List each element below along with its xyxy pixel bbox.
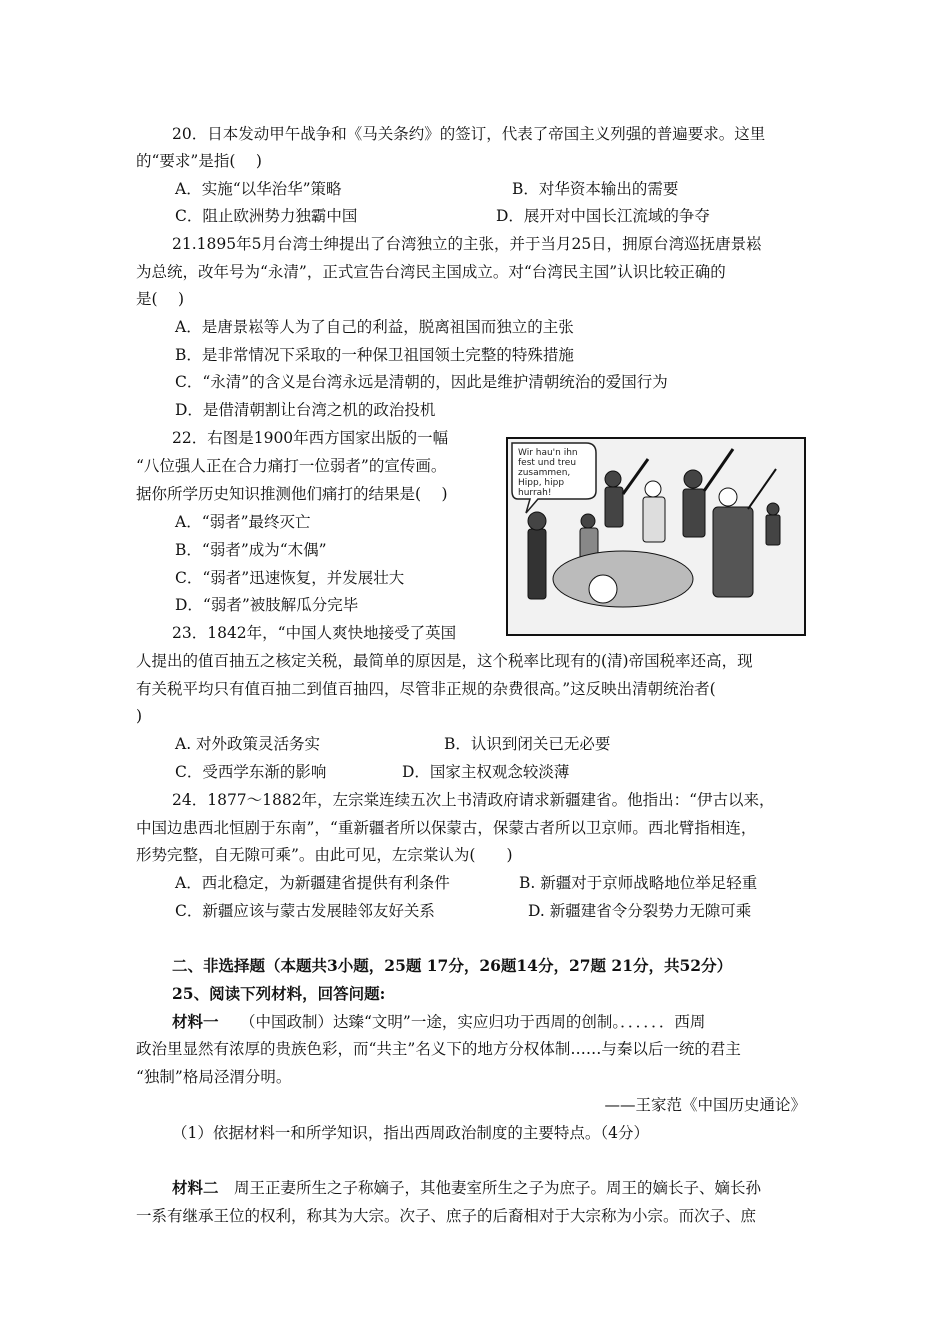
q22-option-d: D．“弱者”被肢解瓜分完毕 [175, 596, 359, 614]
section2-heading: 二、非选择题（本题共3小题，25题 17分，26题14分，27题 21分，共52分） [172, 956, 733, 975]
q22-stem-line3: 据你所学历史知识推测他们痛打的结果是( ) [136, 485, 448, 503]
q25-heading: 25、阅读下列材料，回答问题: [172, 984, 386, 1003]
q22-stem-line2: “八位强人正在合力痛打一位弱者”的宣传画。 [136, 457, 447, 475]
material2-line1: 周王正妻所生之子称嫡子，其他妻室所生之子为庶子。周王的嫡长子、嫡长孙 [234, 1179, 762, 1197]
q21-option-a: A．是唐景崧等人为了自己的利益，脱离祖国而独立的主张 [175, 318, 574, 336]
q23-option-a: A. 对外政策灵活务实 [175, 735, 321, 753]
q21-stem-line2: 为总统，改年号为“永清”，正式宣告台湾民主国成立。对“台湾民主国”认识比较正确的 [136, 263, 726, 281]
q23-option-d: D．国家主权观念较淡薄 [402, 763, 570, 781]
q20-option-b: B．对华资本输出的需要 [512, 180, 679, 198]
q20-option-a: A．实施“以华治华”策略 [175, 180, 342, 198]
material1-line1: （中国政制）达臻“文明”一途，实应归功于西周的创制。．．．．．．西周 [240, 1013, 706, 1031]
q22-option-b: B．“弱者”成为“木偶” [175, 541, 327, 559]
q20-option-c: C．阻止欧洲势力独霸中国 [175, 207, 358, 225]
balloon-line-4: Hipp, hipp [518, 478, 565, 488]
q21-option-c: C．“永清”的含义是台湾永远是清朝的，因此是维护清朝统治的爱国行为 [175, 373, 668, 391]
q24-stem-line3: 形势完整，自无隙可乘”。由此可见，左宗棠认为( ) [136, 846, 513, 864]
balloon-line-5: hurrah! [518, 488, 552, 498]
q23-stem-line2: 人提出的值百抽五之核定关税，最简单的原因是，这个税率比现有的(清)帝国税率还高，现 [136, 652, 753, 670]
material1-source: ——王家范《中国历史通论》 [604, 1096, 806, 1114]
q24-option-d: D. 新疆建省令分裂势力无隙可乘 [528, 902, 752, 920]
q20-stem-line2: 的“要求”是指( ) [136, 152, 262, 170]
q21-stem-line3: 是( ) [136, 290, 185, 308]
material1-line2: 政治里显然有浓厚的贵族色彩，而“共主”名义下的地方分权体制……与秦以后一统的君主 [136, 1040, 741, 1058]
q24-option-b: B. 新疆对于京师战略地位举足轻重 [519, 874, 758, 892]
material1-label: 材料一 [172, 1012, 219, 1031]
q23-stem-line4: ) [136, 707, 143, 725]
q24-option-c: C．新疆应该与蒙古发展睦邻友好关系 [175, 902, 435, 920]
q23-stem-line3: 有关税平均只有值百抽二到值百抽四，尽管非正规的杂费很高。”这反映出清朝统治者( [136, 680, 716, 698]
q24-stem-line1: 24．1877～1882年，左宗棠连续五次上书清政府请求新疆建省。他指出：“伊古以来， [172, 791, 775, 809]
q22-stem-line1: 22．右图是1900年西方国家出版的一幅 [172, 429, 449, 447]
balloon-line-1: Wir hau'n ihn [518, 448, 578, 458]
q23-stem-line1: 23．1842年，“中国人爽快地接受了英国 [172, 624, 457, 642]
material1-line3: “独制”格局泾渭分明。 [136, 1068, 292, 1086]
q23-option-b: B．认识到闭关已无必要 [444, 735, 611, 753]
q23-option-c: C．受西学东渐的影响 [175, 763, 327, 781]
q24-option-a: A．西北稳定，为新疆建省提供有利条件 [175, 874, 450, 892]
q22-option-a: A．“弱者”最终灭亡 [175, 513, 311, 531]
balloon-line-3: zusammen, [518, 468, 571, 478]
material2-line2: 一系有继承王位的权利，称其为大宗。次子、庶子的后裔相对于大宗称为小宗。而次子、庶 [136, 1207, 757, 1225]
material2-label: 材料二 [172, 1178, 219, 1197]
q21-option-d: D．是借清朝割让台湾之机的政治投机 [175, 401, 436, 419]
q25-subquestion-1: （1）依据材料一和所学知识，指出西周政治制度的主要特点。（4分） [172, 1124, 649, 1142]
q22-option-c: C．“弱者”迅速恢复，并发展壮大 [175, 569, 405, 587]
q20-stem-line1: 20．日本发动甲午战争和《马关条约》的签订，代表了帝国主义列强的普遍要求。这里 [172, 125, 766, 143]
boxer-cartoon-image [506, 437, 806, 636]
q21-stem-line1: 21.1895年5月台湾士绅提出了台湾独立的主张，并于当月25日，拥原台湾巡抚唐景崧 [172, 235, 762, 253]
q24-stem-line2: 中国边患西北恒剧于东南”，“重新疆者所以保蒙古，保蒙古者所以卫京师。西北臂指相连， [136, 819, 757, 837]
q21-option-b: B．是非常情况下采取的一种保卫祖国领土完整的特殊措施 [175, 346, 574, 364]
q20-option-d: D．展开对中国长江流域的争夺 [496, 207, 710, 225]
balloon-line-2: fest und treu [518, 458, 577, 468]
cartoon-drawing [508, 439, 804, 634]
